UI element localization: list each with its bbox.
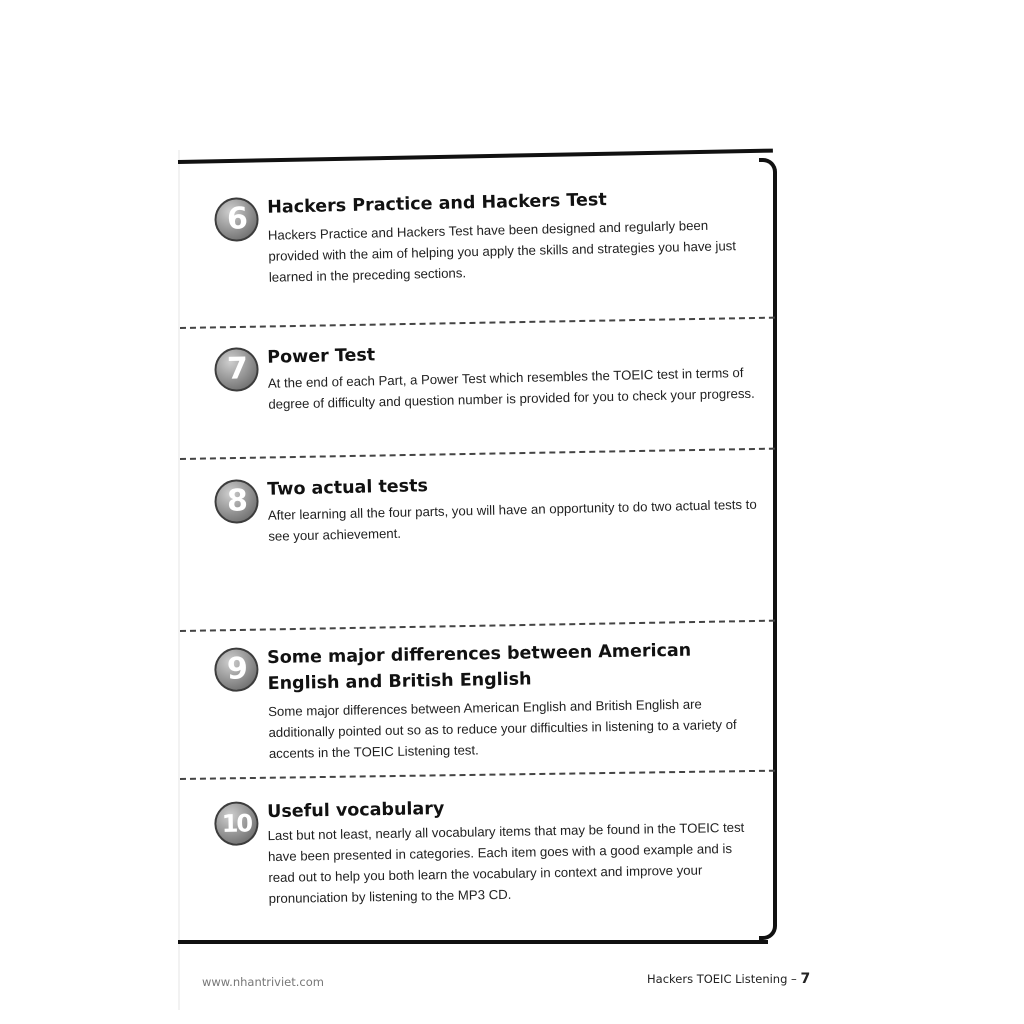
- number-badge-icon: 9: [214, 647, 259, 692]
- box-border-top: [178, 149, 773, 164]
- box-border-right: [759, 158, 777, 940]
- number-badge-icon: 8: [214, 479, 259, 524]
- section-heading: Power Test: [267, 345, 376, 368]
- section-heading: Some major differences between American English and British English: [267, 640, 692, 695]
- footer-website: www.nhantriviet.com: [202, 975, 324, 989]
- footer-running-title: [647, 971, 810, 987]
- section-body: After learning all the four parts, you will have an opportunity to do two actual tests to see your achievement.: [267, 496, 757, 544]
- section-8: [214, 466, 761, 558]
- dashed-divider: [180, 770, 775, 780]
- section-heading: Hackers Practice and Hackers Test: [267, 190, 607, 218]
- dashed-divider: [180, 448, 775, 460]
- page-number: 7: [800, 971, 811, 987]
- section-6: [214, 184, 761, 306]
- section-body: At the end of each Part, a Power Test which resembles the TOEIC test in terms of degree of difficulty and question number is provided for you to check your progress.: [267, 364, 755, 412]
- section-body: Some major differences between American English and British English are additionally pointed out so as to reduce your difficulties in listening to a variety of accents in the TOEIC Listening test.: [268, 696, 737, 762]
- dashed-divider: [180, 317, 775, 329]
- section-body: Last but not least, nearly all vocabulary items that may be found in the TOEIC test have been presented in categories. Each item goes with a good example and is read out to help you both learn the vocabulary in context and improve your pronunciation by listening to the MP3 CD.: [267, 819, 745, 907]
- section-heading: Two actual tests: [267, 476, 429, 500]
- box-border-bottom: [178, 940, 768, 944]
- number-badge-icon: 6: [214, 197, 259, 242]
- footer-book-title: Hackers TOEIC Listening –: [647, 972, 797, 986]
- section-heading: Useful vocabulary: [267, 798, 445, 823]
- section-body: Hackers Practice and Hackers Test have been designed and regularly been provided with the aim of helping you apply the skills and strategies you have just learned in the preceding sections.: [267, 217, 737, 285]
- section-9: [214, 636, 761, 765]
- section-10: [214, 790, 761, 909]
- number-badge-icon: 7: [214, 347, 259, 392]
- page-gutter-shadow: [178, 150, 180, 1010]
- number-badge-icon: 10: [214, 801, 259, 846]
- dashed-divider: [180, 620, 775, 632]
- section-7: [214, 334, 761, 426]
